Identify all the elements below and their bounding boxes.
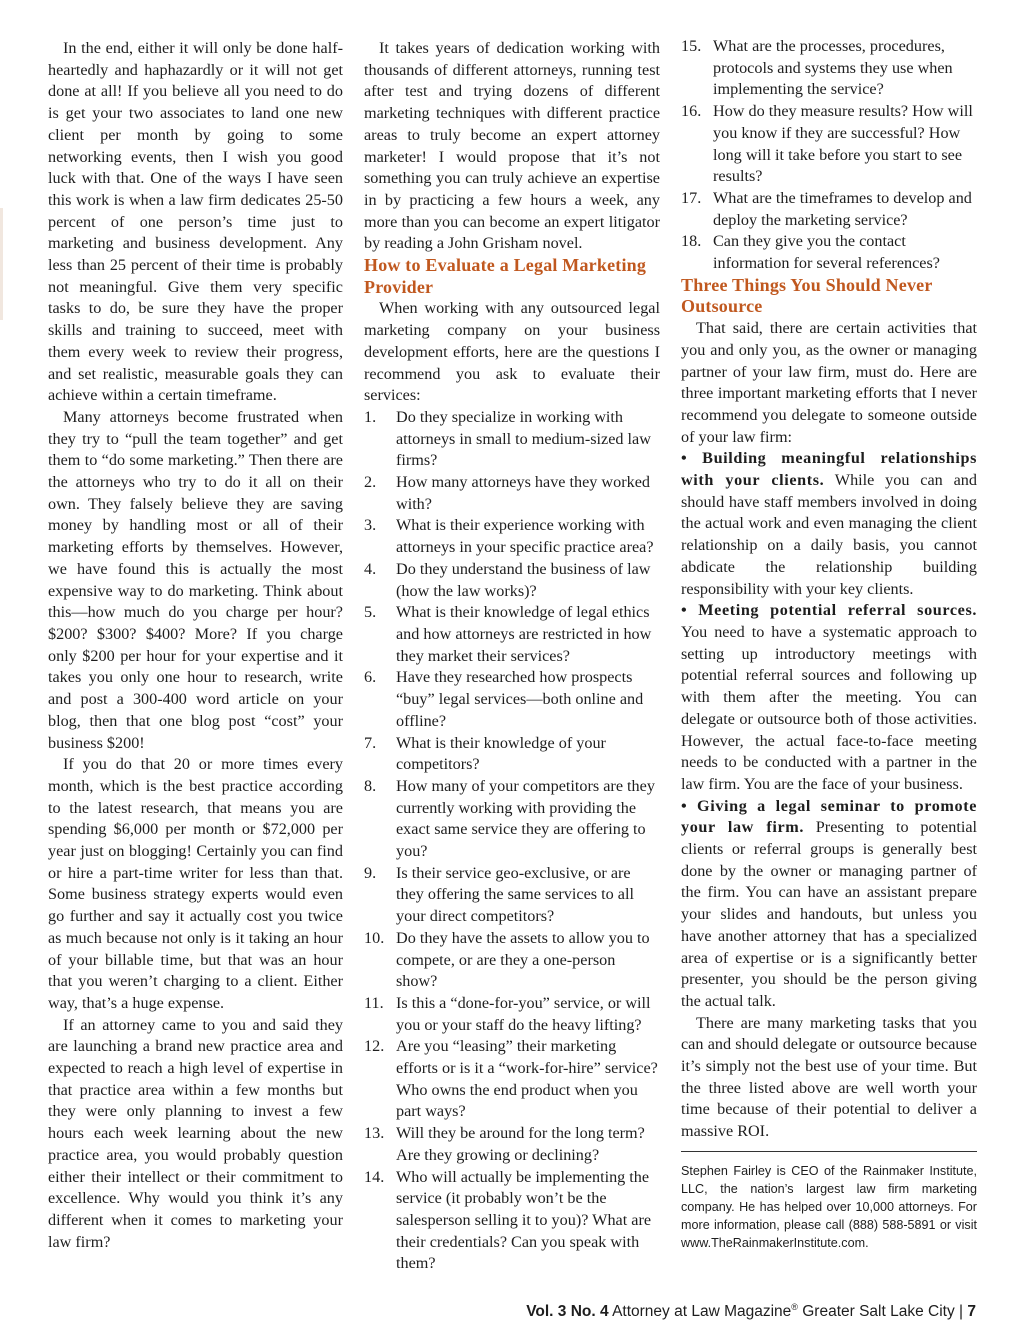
bullet-text: While you can and should have staff members involved in doing the actual work and even managing the client relationship on a daily basis, you cannot abdicate the relationship building responsibility with your key clients. (681, 471, 977, 598)
list-number: 6. (364, 668, 377, 687)
paragraph: In the end, either it will only be done half-heartedly and haphazardly or it will not get done at all! If you believe all you need to do is get your two associates to land one new client per month by going to some networking events, then I wish you good luck with that. One of the ways I have seen this work is when a law firm dedicates 25-50 percent of one person’s time just to marketing and business development. Any less than 25 percent of their time is probably not meaningful. Give them very specific tasks to do, be sure they have the proper skills and training to succeed, meet with them every week to review their progress, and set realistic, measurable goals they can achieve within a certain timeframe. (48, 39, 343, 405)
magazine-name: Attorney at Law Magazine (612, 1303, 792, 1321)
page-number: 7 (967, 1303, 976, 1321)
edition-name: Greater Salt Lake City (802, 1303, 955, 1321)
list-number: 13. (364, 1124, 385, 1143)
list-item (364, 1123, 660, 1166)
list-text: What is their knowledge of your competitors? (396, 733, 606, 774)
list-text: Do they understand the business of law (how the law works)? (396, 559, 651, 600)
article-column-3 (681, 36, 977, 1252)
list-number: 5. (364, 603, 377, 622)
list-number: 1. (364, 407, 377, 426)
list-number: 2. (364, 473, 377, 492)
divider (681, 1151, 977, 1152)
bullet-item (681, 448, 977, 600)
list-number: 11. (364, 993, 384, 1012)
list-item (364, 733, 660, 776)
list-item (681, 36, 977, 101)
registered-mark: ® (791, 1302, 798, 1312)
section-heading-never-outsource: Three Things You Should Never Outsource (681, 274, 933, 317)
page-footer (526, 1302, 976, 1321)
list-text: Are you “leasing” their marketing efforts or is it a “work-for-hire” service? Who owns the end product when you part ways? (396, 1037, 658, 1121)
article-column-1 (48, 38, 343, 1253)
list-item (364, 1036, 660, 1123)
paragraph: There are many marketing tasks that you can and should delegate or outsource because it’s simply not the best use of your time. But the three listed above are well worth your time because of their potential to deliver a massive ROI. (681, 1013, 977, 1141)
paragraph: If you do that 20 or more times every month, which is the best practice according to the latest research, that means you are spending $6,000 per month or $72,000 per year just on blogging! Certainly you can find or hire a part-time writer for less than that. Some business strategy experts would even go further and say it actually cost you twice as much because not only is it taking an hour of your billable time, but that was an hour that you weren’t charging to a client. Either way, that’s a huge expense. (48, 755, 343, 1012)
list-item (681, 101, 977, 188)
list-number: 17. (681, 188, 702, 207)
list-item (681, 188, 977, 231)
list-text: How many of your competitors are they currently working with providing the exact same service they are offering to you? (396, 776, 655, 861)
article-column-2 (364, 38, 660, 1275)
list-number: 8. (364, 776, 377, 795)
bullet-item (681, 796, 977, 1013)
list-text: Is this a “done-for-you” service, or will you or your staff do the heavy lifting? (396, 993, 651, 1034)
list-item (364, 602, 660, 667)
list-item (364, 993, 660, 1036)
section-heading-evaluate-provider: How to Evaluate a Legal Marketing Provider (364, 255, 647, 297)
list-number: 15. (681, 37, 702, 55)
list-number: 10. (364, 928, 385, 947)
list-number: 18. (681, 232, 702, 251)
list-number: 4. (364, 559, 377, 578)
list-text: How many attorneys have they worked with? (396, 473, 650, 513)
list-item (364, 776, 660, 863)
list-text: Who will actually be implementing the service (it probably won’t be the salesperson selling it to you)? What are their credentials? Can you speak with them? (396, 1167, 652, 1273)
list-text: What is their knowledge of legal ethics and how attorneys are restricted in how they market their services? (396, 603, 652, 665)
issue-number: Vol. 3 No. 4 (526, 1303, 609, 1321)
list-item (364, 515, 660, 558)
footer-separator: | (959, 1303, 964, 1321)
list-number: 12. (364, 1037, 385, 1056)
list-text: Do they specialize in working with attorneys in small to medium-sized law firms? (396, 407, 651, 470)
bullet-title: • Building meaningful relationships with your clients. (681, 449, 977, 490)
list-item (364, 472, 660, 515)
paragraph: When working with any outsourced legal marketing company on your business development efforts, here are the questions I recommend you ask to evaluate their services: (364, 299, 660, 405)
list-item (364, 667, 660, 732)
list-text: What are the processes, procedures, protocols and systems they use when implementing the service? (713, 37, 953, 99)
list-number: 3. (364, 516, 377, 535)
list-item (364, 863, 660, 928)
paragraph: That said, there are certain activities that you and only you, as the owner or managing partner of your law firm, must do. Here are three important marketing efforts that I never recommend you delegate to someone outside of your law firm: (681, 319, 977, 446)
list-number: 14. (364, 1167, 385, 1186)
bullet-text: Presenting to potential clients or referral groups is generally best done by the owner or managing partner of the firm. You can have an assistant prepare your slides and handouts, but unless you have another attorney that has a specialized area of expertise or is a significantly better presenter, you should be the person giving the actual talk. (681, 818, 977, 1010)
list-text: What are the timeframes to develop and deploy the marketing service? (713, 188, 972, 229)
paragraph: Many attorneys become frustrated when they try to “pull the team together” and get them to “do some marketing.” Then there are the attorneys who try to do it all on their own. They falsely believe they are saving money by handling most or all of their marketing efforts by themselves. However, we have found this is actually the most expensive way to do marketing. Think about this—how much do you charge per hour? $200? $300? $400? More? If you charge only $200 per hour for your expertise and it takes you only one hour to research, write and post a 300-400 word article on your blog, then that one blog post “cost” your business $200! (48, 407, 343, 752)
list-text: Is their service geo-exclusive, or are they offering the same services to all your direct competitors? (396, 863, 634, 926)
list-number: 9. (364, 863, 377, 882)
list-text: Have they researched how prospects “buy” legal services—both online and offline? (396, 668, 644, 730)
question-list (364, 407, 660, 1275)
list-item (681, 231, 977, 274)
list-item (364, 407, 660, 472)
list-text: What is their experience working with attorneys in your specific practice area? (396, 516, 654, 557)
list-text: How do they measure results? How will you know if they are successful? How long will it take before you start to see results? (713, 102, 973, 186)
list-item (364, 928, 660, 993)
margin-decoration (0, 208, 3, 320)
list-number: 7. (364, 733, 377, 752)
bullet-item (681, 600, 977, 795)
list-text: Can they give you the contact information for several references? (713, 232, 940, 273)
list-item (364, 559, 660, 602)
bullet-title: • Meeting potential referral sources. (681, 601, 977, 620)
list-item (364, 1167, 660, 1276)
bullet-text: You need to have a systematic approach to setting up introductory meetings with potential referral sources and following up with them after the meeting. You can delegate or outsource both of those activities. However, the actual face-to-face meeting needs to be conducted with a partner in the law firm. You are the face of your business. (681, 622, 977, 793)
author-bio: Stephen Fairley is CEO of the Rainmaker Institute, LLC, the nation’s largest law firm marketing company. He has helped over 10,000 attorneys. For more information, please call (888) 588-5891 or visit www.TheRainmakerInstitute.com. (681, 1163, 977, 1250)
list-number: 16. (681, 102, 702, 121)
list-text: Do they have the assets to allow you to compete, or are they a one-person show? (396, 928, 650, 991)
paragraph: If an attorney came to you and said they are launching a brand new practice area and expected to reach a high level of expertise in that practice area within a few months but they were only planning to invest a few hours each week learning about the new practice area, you would probably question either their intellect or their commitment to excellence. Why would you think it’s any different when it comes to marketing your law firm? (48, 1015, 343, 1251)
list-text: Will they be around for the long term? Are they growing or declining? (396, 1124, 645, 1164)
paragraph: It takes years of dedication working with thousands of different attorneys, running test after test and trying dozens of different marketing techniques with different practice areas to truly become an expert attorney marketer! I would propose that it’s not something you can truly achieve an expertise in by practicing a few hours a week, any more than you can become an expert litigator by reading a John Grisham novel. (364, 39, 660, 253)
bullet-title: • Giving a legal seminar to promote your law firm. (681, 796, 977, 837)
question-list-continued (681, 36, 977, 275)
